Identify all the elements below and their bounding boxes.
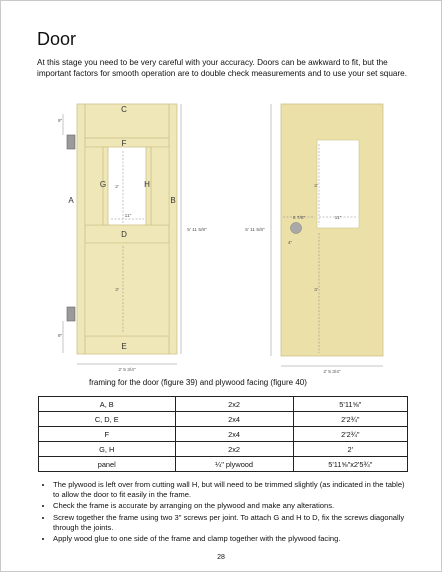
part-cell: G, H [39,442,176,457]
rail-e [85,336,169,354]
length-cell: 2'2¾" [293,427,407,442]
dim-cutout-offset: 8 7/8" [292,216,306,221]
table-row [39,427,408,442]
hinge-top-icon [67,135,75,149]
handle-hole-icon [291,223,302,234]
length-cell: 2' [293,442,407,457]
size-cell: ¼" plywood [175,457,293,472]
instruction-list [37,480,413,545]
dim-door-height: 5' 11 5/8" [187,228,207,233]
dim-panel-width: 2' 5 3/4" [323,370,341,375]
figure-40-plywood [245,104,383,375]
window-cutout [317,140,359,228]
page-number: 28 [217,554,225,561]
size-cell: 2x4 [175,427,293,442]
list-item: • The plywood is left over from cutting wall H, but will need to be trimmed slightly (as indicated in the table) to allow the door to fit easily in the frame. [53,480,413,500]
hinge-bottom-icon [67,307,75,321]
table-row [39,442,408,457]
table-row [39,397,408,412]
part-cell: C, D, E [39,412,176,427]
figure-39-framing [58,104,207,373]
label-d: D [121,230,127,239]
label-a: A [68,196,74,205]
label-f: F [121,139,127,148]
list-item: • Apply wood glue to one side of the frame and clamp together with the plywood facing. [53,534,413,544]
dim-cutout-width: 11" [334,216,342,221]
part-cell: F [39,427,176,442]
list-item: • Check the frame is accurate by arranging on the plywood and make any alterations. [53,501,413,511]
rail-c [85,104,169,138]
part-cell: panel [39,457,176,472]
dim-panel-height: 5' 11 5/8" [245,228,265,233]
label-h: H [144,180,150,189]
table-row [39,412,408,427]
size-cell: 2x2 [175,442,293,457]
dim-lower: 3' [115,288,119,293]
stile-a [77,104,85,354]
size-cell: 2x4 [175,412,293,427]
rail-d [85,225,169,243]
dim-panel-lower: 3' [314,288,318,293]
rail-f [85,138,169,147]
length-cell: 5'11⅝"x2'5¾" [293,457,407,472]
label-e: E [121,342,127,351]
size-cell: 2x2 [175,397,293,412]
label-b: B [170,196,176,205]
dim-window-height: 2' [115,185,119,190]
cut-list-table [38,396,408,472]
dim-window-width: 11" [124,214,132,219]
dim-bottom-gap: 9" [57,334,63,339]
dim-door-width: 2' 5 3/4" [118,368,136,373]
stile-b [169,104,177,354]
figure-caption: framing for the door (figure 39) and plywood facing (figure 40) [89,378,307,387]
table-row [39,457,408,472]
dim-top-gap: 9" [57,119,63,124]
page-title: Door [37,29,77,49]
length-cell: 5'11⅝" [293,397,407,412]
label-c: C [121,105,127,114]
door-figures [1,1,442,381]
part-cell: A, B [39,397,176,412]
length-cell: 2'2¾" [293,412,407,427]
dim-hole: 4" [287,241,293,246]
right-fill [151,147,169,225]
label-g: G [99,180,107,189]
dim-cutout-height: 2' [314,184,318,189]
list-item: • Screw together the frame using two 3" screws per joint. To attach G and H to D, fix the screws diagonally through the joints. [53,513,413,533]
intro-paragraph: At this stage you need to be very careful with your accuracy. Doors can be awkward to fit, but the important factors for smooth operation are to double check measurements and to use your set square. [37,58,408,78]
lower-panel [85,243,169,336]
